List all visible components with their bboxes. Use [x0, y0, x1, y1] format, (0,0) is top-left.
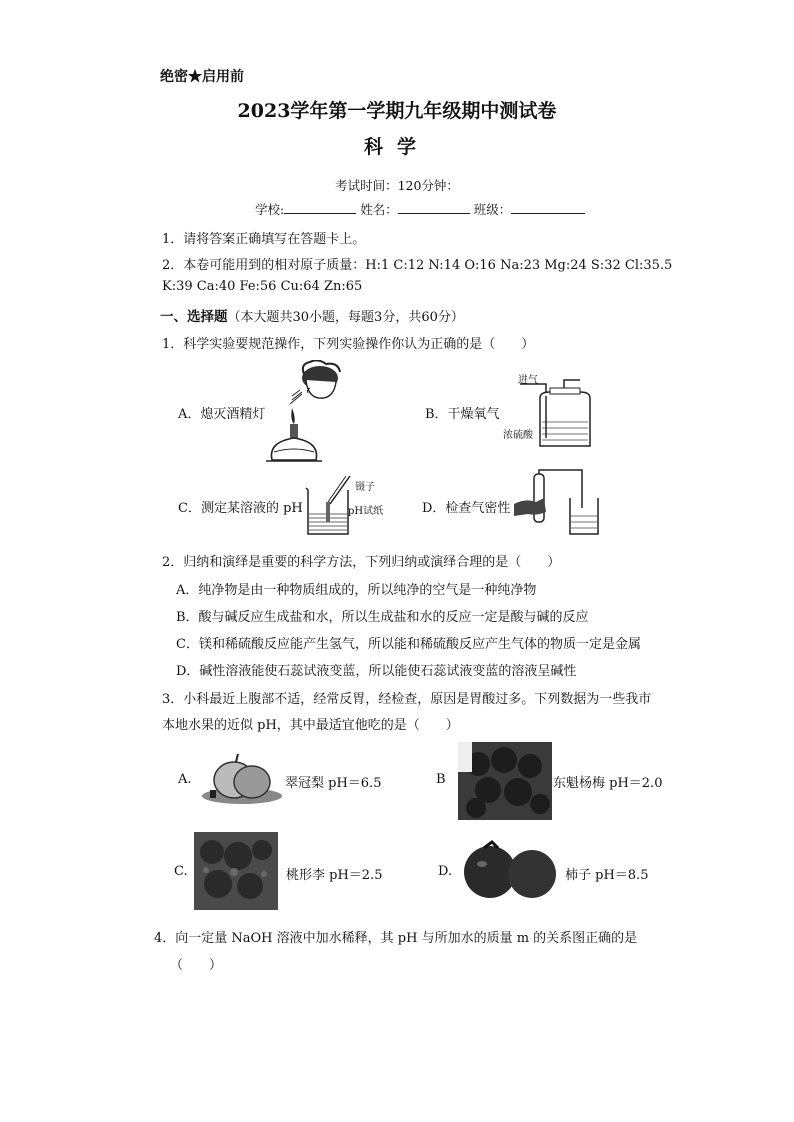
q3-stem-line1: 3．小科最近上腹部不适，经常反胃，经检查，原因是胃酸过多。下列数据为一些我市 — [162, 692, 652, 707]
airtightness-check-figure — [512, 468, 608, 540]
note-2-cont: K:39 Ca:40 Fe:56 Cu:64 Zn:65 — [162, 279, 363, 294]
subject-title: 科学 — [363, 136, 430, 158]
q3-option-b-letter: B — [436, 772, 446, 787]
q1-stem: 1．科学实验要规范操作，下列实验操作你认为正确的是（ ） — [162, 337, 535, 352]
q3-option-a-letter: A. — [178, 772, 192, 787]
school-blank — [284, 201, 356, 214]
q1-option-b: B．干燥氧气 — [425, 407, 500, 422]
q1-option-c: C．测定某溶液的 pH — [178, 501, 303, 516]
tweezers-label: 镊子 — [355, 482, 375, 493]
q3-option-d-text: 柿子 pH＝8.5 — [565, 868, 649, 883]
q2-option-d: D．碱性溶液能使石蕊试液变蓝，所以能使石蕊试液变蓝的溶液呈碱性 — [176, 664, 577, 679]
conc-sulfuric-acid-label: 浓硫酸 — [503, 430, 533, 441]
plum-photo — [194, 832, 278, 910]
q4-stem: 4．向一定量 NaOH 溶液中加水稀释，其 pH 与所加水的质量 m 的关系图正确的是 — [154, 931, 638, 946]
exam-time: 考试时间：120分钟： — [335, 178, 459, 193]
pear-photo — [200, 750, 284, 806]
note-1: 1．请将答案正确填写在答题卡上。 — [162, 232, 366, 247]
persimmon-photo — [462, 838, 558, 902]
gas-washing-bottle-figure — [520, 376, 610, 448]
q1-option-d: D．检查气密性 — [422, 501, 511, 516]
name-blank — [398, 201, 470, 214]
note-2: 2．本卷可能用到的相对原子质量：H:1 C:12 N:14 O:16 Na:23 Mg:24 S:32 Cl:35.5 — [162, 258, 673, 273]
q2-option-a: A．纯净物是由一种物质组成的，所以纯净的空气是一种纯净物 — [176, 583, 537, 598]
q2-option-b: B．酸与碱反应生成盐和水，所以生成盐和水的反应一定是酸与碱的反应 — [176, 610, 589, 625]
class-blank — [511, 201, 585, 214]
q3-option-a-text: 翠冠梨 pH＝6.5 — [285, 776, 382, 791]
section-label: 一、选择题 — [160, 309, 228, 325]
q1-option-a: A．熄灭酒精灯 — [178, 407, 266, 422]
q3-option-d-letter: D. — [438, 864, 453, 879]
bayberry-photo — [458, 742, 552, 820]
q2-stem: 2．归纳和演绎是重要的科学方法，下列归纳或演绎合理的是（ ） — [162, 555, 561, 570]
q2-option-c: C．镁和稀硫酸反应能产生氢气，所以能和稀硫酸反应产生气体的物质一定是金属 — [176, 637, 641, 652]
name-label: 姓名： — [360, 202, 398, 217]
gas-inlet-label: 进气 — [518, 375, 538, 386]
beaker-ph-test-figure — [304, 474, 354, 538]
section-desc: （本大题共30小题，每题3分，共60分） — [227, 310, 464, 325]
alcohol-lamp-blowing-figure — [262, 360, 358, 464]
ph-paper-label: pH试纸 — [348, 506, 384, 517]
confidential-mark: 绝密★启用前 — [160, 69, 244, 85]
q4-answer-paren: （ ） — [170, 958, 223, 973]
student-info-line — [255, 200, 585, 218]
page-title: 2023学年第一学期九年级期中测试卷 — [237, 100, 557, 122]
q3-stem-line2: 本地水果的近似 pH，其中最适宜他吃的是（ ） — [162, 718, 459, 733]
q3-option-b-text: 东魁杨梅 pH＝2.0 — [553, 776, 663, 791]
class-label: 班级： — [473, 202, 512, 217]
section-heading — [160, 305, 464, 325]
school-label: 学校: — [255, 202, 285, 217]
q3-option-c-text: 桃形李 pH＝2.5 — [286, 868, 383, 883]
q3-option-c-letter: C. — [174, 864, 188, 879]
